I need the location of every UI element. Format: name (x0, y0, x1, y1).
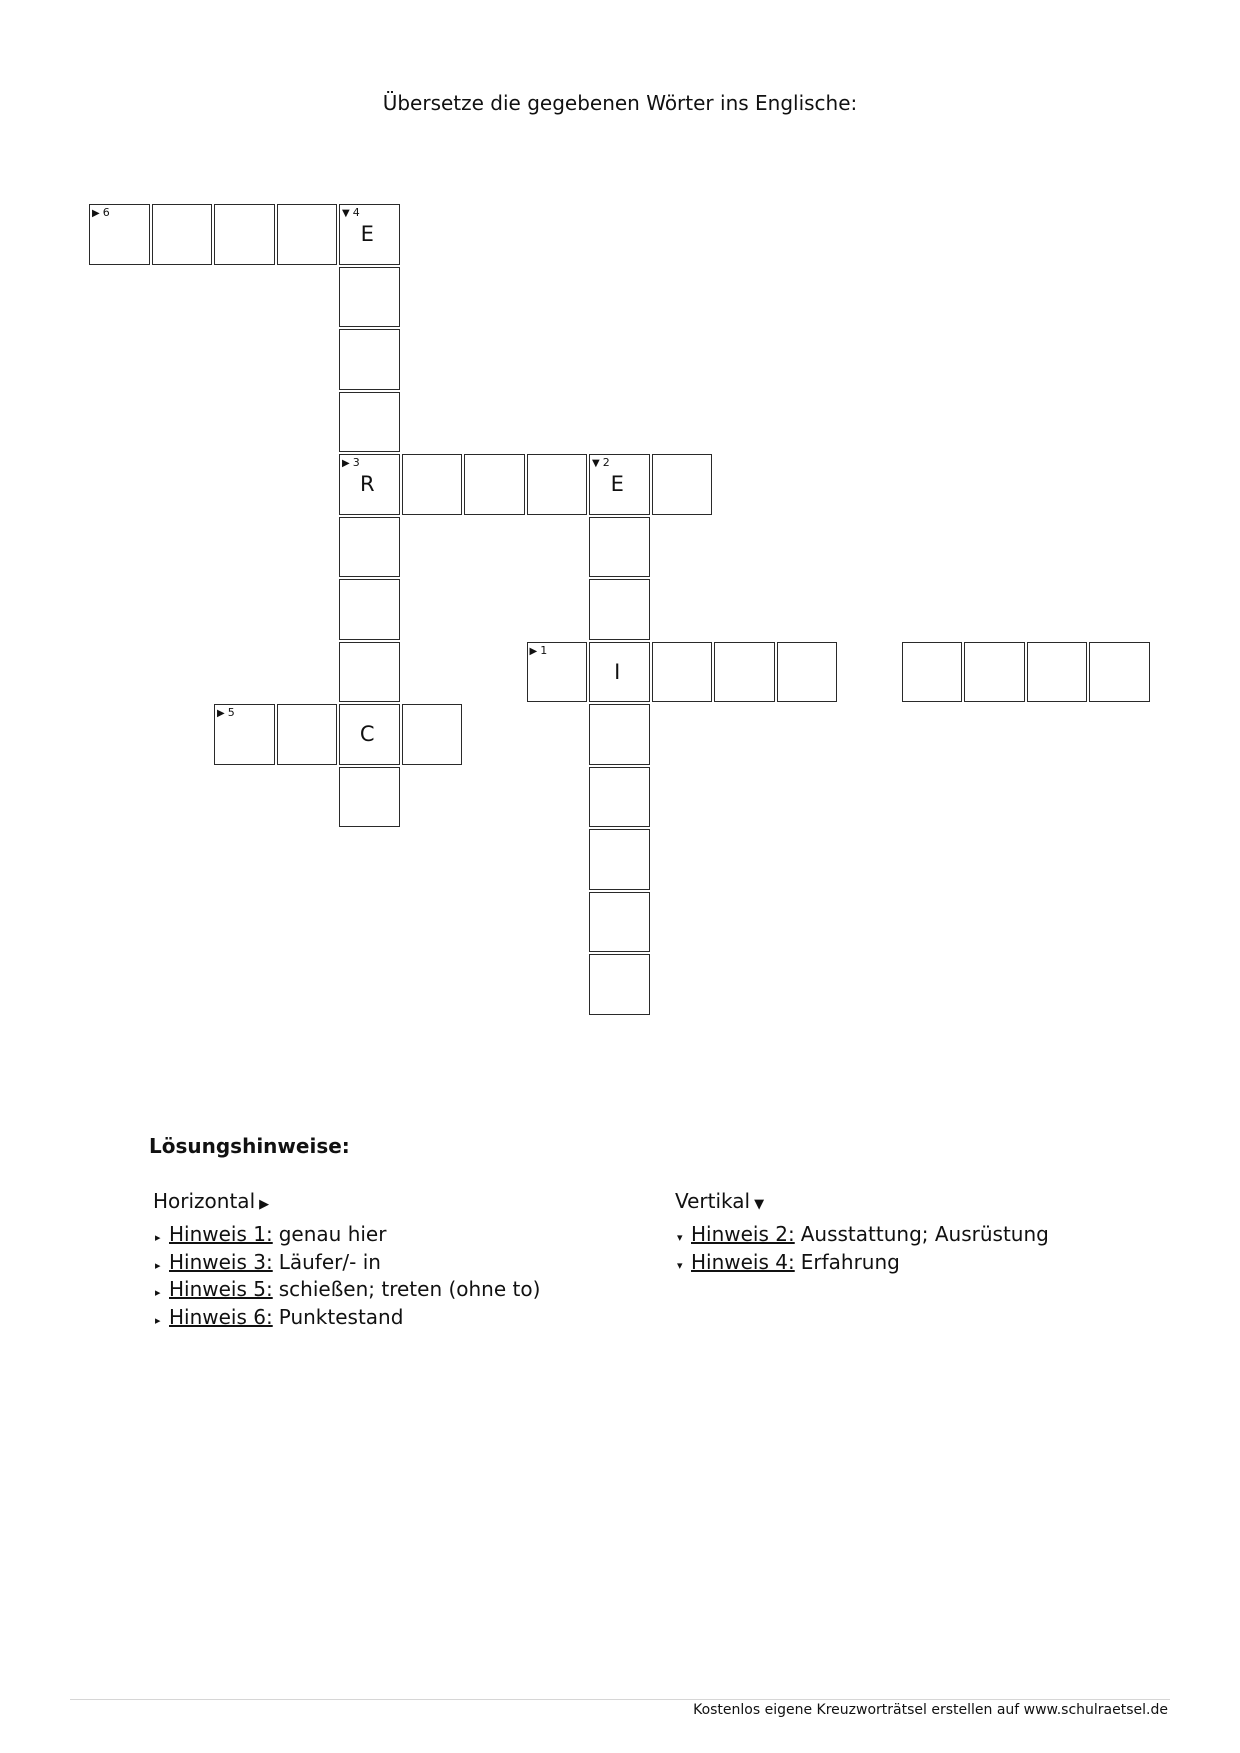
crossword-cell (339, 579, 400, 640)
crossword-cell (589, 954, 650, 1015)
crossword-cell (339, 704, 400, 765)
vertical-hint-list (671, 1221, 1049, 1276)
hint-item (149, 1304, 540, 1332)
given-letter: E (360, 222, 374, 247)
bullet-arrow-icon: ▸ (155, 1286, 161, 1299)
crossword-cell (89, 204, 150, 265)
horizontal-hints (149, 1187, 540, 1331)
crossword-cell (964, 642, 1025, 703)
horizontal-hint-list (149, 1221, 540, 1331)
crossword-cell (652, 454, 713, 515)
given-letter: E (610, 472, 624, 497)
crossword-cell (589, 642, 650, 703)
crossword-cell (402, 454, 463, 515)
given-letter: C (359, 722, 375, 747)
clue-number: 4 (352, 206, 360, 219)
crossword-cell (589, 829, 650, 890)
hint-text: genau hier (278, 1222, 387, 1246)
hint-text: Punktestand (278, 1304, 404, 1329)
right-arrow-icon: ▶ (529, 645, 538, 657)
bullet-arrow-icon: ▾ (677, 1231, 683, 1244)
crossword-cell (277, 204, 338, 265)
crossword-cell (214, 704, 275, 765)
crossword-cell (589, 517, 650, 578)
clue-number: 6 (102, 206, 110, 219)
horizontal-label: Horizontal (153, 1189, 256, 1213)
crossword-cell (777, 642, 838, 703)
hint-item (671, 1221, 1049, 1249)
bullet-arrow-icon: ▸ (155, 1313, 161, 1327)
clue-number: 3 (352, 456, 360, 469)
crossword-cell (589, 579, 650, 640)
crossword-cell (152, 204, 213, 265)
crossword-grid (89, 204, 1150, 1015)
bullet-arrow-icon: ▾ (677, 1258, 683, 1272)
hint-label: Hinweis 5: (169, 1277, 273, 1301)
down-arrow-icon: ▼ (592, 458, 600, 469)
crossword-cell (339, 454, 400, 515)
crossword-cell (1089, 642, 1150, 703)
vertical-hints (671, 1187, 1049, 1276)
vertical-heading (671, 1187, 1049, 1215)
crossword-cell (589, 892, 650, 953)
crossword-cell (527, 454, 588, 515)
crossword-cell (402, 704, 463, 765)
hints-heading: Lösungshinweise: (149, 1134, 350, 1158)
crossword-cell (527, 642, 588, 703)
crossword-cell (464, 454, 525, 515)
crossword-cell (214, 204, 275, 265)
crossword-cell (339, 392, 400, 453)
right-arrow-icon: ▶ (217, 708, 225, 719)
hint-item (671, 1249, 1049, 1277)
crossword-cell (339, 204, 400, 265)
hint-item (149, 1276, 540, 1304)
crossword-cell (339, 329, 400, 390)
crossword-cell (589, 767, 650, 828)
clue-number: 2 (602, 456, 610, 469)
crossword-cell (589, 704, 650, 765)
clue-marker-6 (92, 207, 110, 220)
down-arrow-icon: ▼ (342, 208, 350, 219)
footer-divider (70, 1699, 1170, 1700)
crossword-cell (714, 642, 775, 703)
hint-label: Hinweis 3: (169, 1249, 273, 1274)
clue-number: 1 (540, 643, 548, 657)
right-arrow-icon: ▶ (92, 208, 100, 219)
bullet-arrow-icon: ▸ (155, 1258, 161, 1272)
clue-number: 5 (227, 706, 235, 719)
hint-text: Läufer/- in (278, 1249, 381, 1274)
vertical-label: Vertikal (675, 1189, 751, 1213)
page-title: Übersetze die gegebenen Wörter ins Englische: (382, 91, 858, 115)
horizontal-heading (149, 1187, 540, 1215)
hint-item (149, 1221, 540, 1249)
footer-text: Kostenlos eigene Kreuzworträtsel erstellen auf www.schulraetsel.de (693, 1702, 1168, 1718)
hint-text: Erfahrung (800, 1249, 900, 1274)
hint-item (149, 1249, 540, 1277)
hint-label: Hinweis 1: (169, 1222, 273, 1246)
hint-text: schießen; treten (ohne to) (278, 1277, 541, 1301)
clue-marker-5 (217, 707, 235, 720)
crossword-cell (902, 642, 963, 703)
crossword-cell (339, 517, 400, 578)
right-arrow-icon: ▶ (259, 1197, 270, 1212)
crossword-cell (1027, 642, 1088, 703)
clue-marker-1 (530, 645, 548, 658)
given-letter: I (614, 659, 621, 684)
crossword-cell (339, 267, 400, 328)
hint-text: Ausstattung; Ausrüstung (800, 1222, 1049, 1246)
right-arrow-icon: ▶ (342, 458, 350, 469)
crossword-cell (277, 704, 338, 765)
given-letter: R (359, 472, 375, 497)
crossword-cell (339, 767, 400, 828)
crossword-cell (339, 642, 400, 703)
crossword-cell (652, 642, 713, 703)
hint-label: Hinweis 4: (691, 1249, 795, 1274)
crossword-cell (589, 454, 650, 515)
hint-label: Hinweis 2: (691, 1222, 795, 1246)
down-arrow-icon: ▼ (754, 1197, 765, 1212)
bullet-arrow-icon: ▸ (155, 1231, 161, 1244)
hint-label: Hinweis 6: (169, 1304, 273, 1329)
